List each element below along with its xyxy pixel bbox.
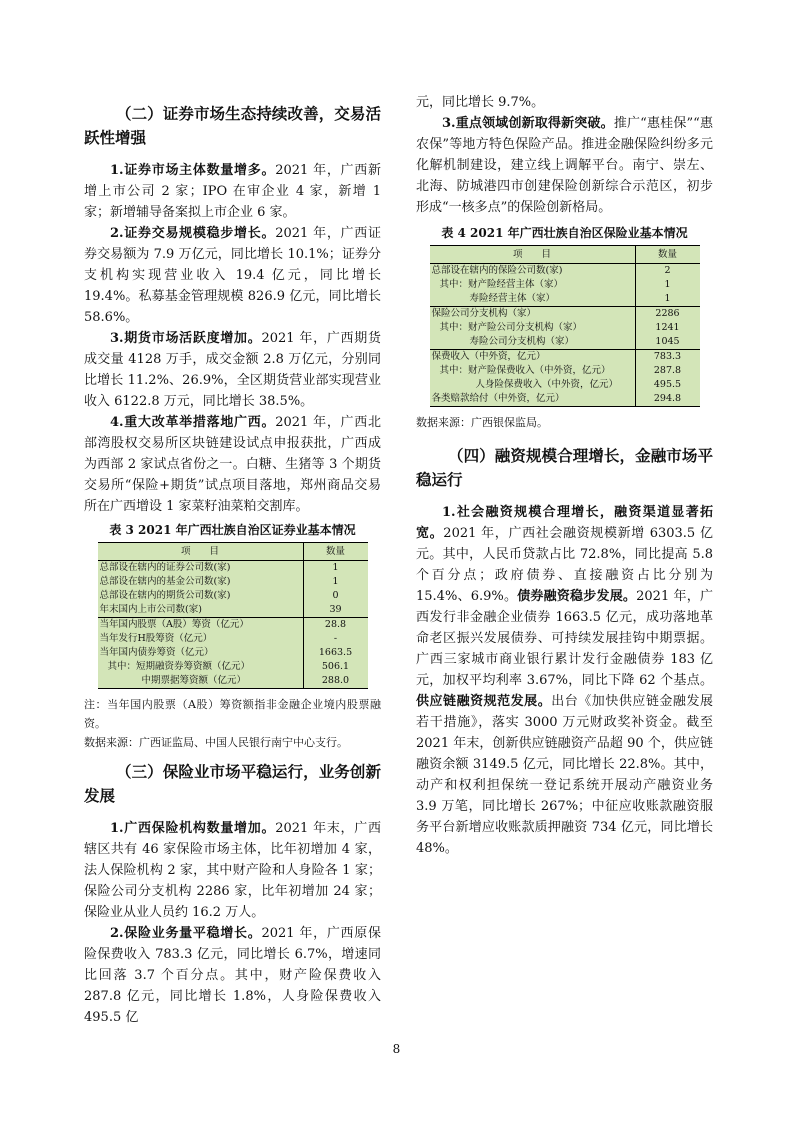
paragraph-lead: 2.保险业务量平稳增长。 <box>110 926 262 941</box>
table-row <box>98 660 368 674</box>
section-heading-securities: （二）证券市场生态持续改善，交易活跃性增强 <box>84 104 381 147</box>
row-value: 28.8 <box>303 618 368 633</box>
row-value: 1 <box>635 278 700 292</box>
row-label: 其中：短期融资券筹资额（亿元） <box>107 661 251 672</box>
row-value: 287.8 <box>635 364 700 378</box>
row-label: 保费收入（中外资，亿元） <box>430 350 636 365</box>
insurance-table <box>430 245 700 407</box>
row-label: 人身险保费收入（中外资，亿元） <box>475 379 619 390</box>
row-value: 506.1 <box>303 660 368 674</box>
paragraph-inline-lead: 债券融资稳步发展。 <box>517 589 637 604</box>
row-value: 1045 <box>635 335 700 350</box>
row-label: 总部设在辖内的保险公司数(家) <box>431 265 563 276</box>
table-header-item: 项 目 <box>98 543 304 561</box>
paragraph <box>84 412 381 517</box>
paragraph-lead: 2.证券交易规模稳步增长。 <box>110 226 276 241</box>
table-row <box>430 350 700 365</box>
row-label: 各类赔款给付（中外资，亿元） <box>430 392 636 407</box>
row-label: 其中：财产险经营主体（家） <box>439 279 564 290</box>
table-row <box>98 603 368 618</box>
right-column <box>416 0 713 859</box>
table-row <box>98 632 368 646</box>
row-label: 总部设在辖内的证券公司数(家) <box>99 562 231 573</box>
paragraph-lead: 1.广西保险机构数量增加。 <box>110 821 276 836</box>
table-header-value: 数量 <box>303 543 368 561</box>
paragraph <box>416 502 713 859</box>
table-header-item: 项 目 <box>430 246 636 264</box>
table-row <box>430 292 700 307</box>
section-heading-insurance: （三）保险业市场平稳运行，业务创新发展 <box>84 762 381 805</box>
table-row <box>98 618 368 633</box>
table-row <box>430 321 700 335</box>
table-row <box>98 561 368 576</box>
securities-table <box>98 542 368 689</box>
row-value: 0 <box>303 589 368 603</box>
table-caption: 表 3 2021 年广西壮族自治区证券业基本情况 <box>109 523 356 537</box>
table-row <box>430 335 700 350</box>
paragraph <box>416 113 713 218</box>
row-value: 294.8 <box>635 392 700 407</box>
row-label: 当年发行H股筹资（亿元） <box>99 633 213 644</box>
table-row <box>430 364 700 378</box>
table-caption: 表 4 2021 年广西壮族自治区保险业基本情况 <box>441 226 688 240</box>
row-label: 其中：财产险公司分支机构（家） <box>439 322 583 333</box>
row-value: 2 <box>635 264 700 279</box>
paragraph-text: 2021 年，广西发行非金融企业债券 1663.5 亿元，成功落地革命老区振兴发展债券、可持续发展挂钩中期票据。广西三家城市商业银行累计发行金融债券 183 亿元，加权平均利率 3.67%，同比下降 62 个基点。 <box>416 589 713 688</box>
paragraph-text: 2021 年，广西社会融资规模新增 6303.5 亿元。其中，人民币贷款占比 72.8%，同比提高 5.8 个百分点；政府债券、直接融资占比分别为15.4%、6.9%。 <box>416 526 713 604</box>
table-row <box>430 278 700 292</box>
paragraph-lead: 3.期货市场活跃度增加。 <box>110 331 262 346</box>
row-value: 495.5 <box>635 378 700 392</box>
row-value: 2286 <box>635 307 700 322</box>
paragraph-lead: 1.社会融资规模合理增长，融资渠道显著拓宽。 <box>416 505 713 541</box>
table-row <box>98 589 368 603</box>
row-value: 1241 <box>635 321 700 335</box>
table-header-row <box>98 543 368 561</box>
paragraph-inline-lead: 供应链融资规范发展。 <box>416 694 552 709</box>
paragraph-continuation: 元，同比增长 9.7%。 <box>416 95 545 110</box>
left-column <box>84 0 381 1028</box>
row-label: 当年国内股票（A股）筹资（亿元） <box>98 618 304 633</box>
paragraph-text: 2021 年，广西北部湾股权交易所区块链建设试点申报获批，广西成为西部 2 家试点省份之一。白糖、生猪等 3 个期货交易所“保险+期货”试点项目落地，郑州商品交易所在广西增设 1 家菜籽油菜粕交割库。 <box>84 415 381 514</box>
table-row <box>430 307 700 322</box>
table-row <box>430 378 700 392</box>
row-value: 39 <box>303 603 368 618</box>
row-value: - <box>303 632 368 646</box>
paragraph-lead: 4.重大改革举措落地广西。 <box>110 415 276 430</box>
row-label: 其中：财产险保费收入（中外资，亿元） <box>439 365 611 376</box>
page-number: 8 <box>392 1042 401 1056</box>
row-label: 年末国内上市公司数(家) <box>99 604 202 615</box>
row-label: 保险公司分支机构（家） <box>430 307 636 322</box>
row-value: 1663.5 <box>303 646 368 660</box>
paragraph-text: 2021 年，广西新增上市公司 2 家；IPO 在审企业 4 家，新增 1 家；新增辅导备案拟上市企业 6 家。 <box>84 163 381 220</box>
table-source: 数据来源：广西银保监局。 <box>416 416 548 429</box>
row-label: 中期票据筹资额（亿元） <box>98 674 304 689</box>
paragraph <box>84 223 381 328</box>
paragraph <box>84 328 381 412</box>
paragraph <box>84 818 381 923</box>
table-row <box>430 392 700 407</box>
row-label: 总部设在辖内的期货公司数(家) <box>99 590 231 601</box>
row-label: 寿险经营主体（家） <box>469 293 556 304</box>
row-value: 1 <box>303 561 368 576</box>
paragraph-text: 2021 年，广西原保险保费收入 783.3 亿元，同比增长 6.7%，增速同比回落 3.7 个百分点。其中，财产险保费收入 287.8 亿元，同比增长 1.8%，人身险保费收入 495.5 亿 <box>84 926 381 1025</box>
section-heading-financing: （四）融资规模合理增长，金融市场平稳运行 <box>416 446 713 489</box>
row-label: 总部设在辖内的基金公司数(家) <box>99 576 231 587</box>
paragraph <box>84 160 381 223</box>
paragraph-text: 2021 年，广西期货成交量 4128 万手，成交金额 2.8 万亿元，分别同比增长 11.2%、26.9%，全区期货营业部实现营业收入 6122.8 万元，同比增长 38.5%。 <box>84 331 381 409</box>
table-row <box>430 264 700 279</box>
table-header-value: 数量 <box>635 246 700 264</box>
paragraph-text: 2021 年，广西证券交易额为 7.9 万亿元，同比增长 10.1%；证券分支机构实现营业收入 19.4 亿元，同比增长19.4%。私募基金管理规模 826.9 亿元，同比增长58.6%。 <box>84 226 381 325</box>
row-value: 1 <box>303 575 368 589</box>
table-header-row <box>430 246 700 264</box>
row-value: 1 <box>635 292 700 307</box>
row-label: 寿险公司分支机构（家） <box>469 336 575 347</box>
table-note: 注：当年国内股票（A股）筹资额指非金融企业境内股票融资。 <box>84 698 381 730</box>
table-row <box>98 575 368 589</box>
table-row <box>98 674 368 689</box>
paragraph-text: 2021 年末，广西辖区共有 46 家保险市场主体，比年初增加 4 家，法人保险机构 2 家，其中财产险和人身险各 1 家；保险公司分支机构 2286 家，比年初增加 24 家；保险业从业人员约 16.2 万人。 <box>84 821 381 920</box>
table-source: 数据来源：广西证监局、中国人民银行南宁中心支行。 <box>84 736 348 749</box>
paragraph-lead: 1.证券市场主体数量增多。 <box>110 163 276 178</box>
row-value: 783.3 <box>635 350 700 365</box>
paragraph <box>84 923 381 1028</box>
table-row <box>98 646 368 660</box>
paragraph-text: 推广“惠桂保”“惠农保”等地方特色保险产品。推进金融保险纠纷多元化解机制建设，建立线上调解平台。南宁、崇左、北海、防城港四市创建保险创新综合示范区，初步形成“一核多点”的保险创新格局。 <box>416 116 713 215</box>
paragraph-lead: 3.重点领域创新取得新突破。 <box>442 116 614 131</box>
row-label: 当年国内债券筹资（亿元） <box>99 647 214 658</box>
row-value: 288.0 <box>303 674 368 689</box>
paragraph-text: 出台《加快供应链金融发展若干措施》，落实 3000 万元财政奖补资金。截至 2021 年末，创新供应链融资产品超 90 个，供应链融资余额 3149.5 亿元，同比增长 22.8%。其中，动产和权利担保统一登记系统开展动产融资业务 3.9 万笔，同比增长 267%；中征应收账款融资服务平台新增应收账款质押融资 734 亿元，同比增长 48%。 <box>416 694 713 856</box>
